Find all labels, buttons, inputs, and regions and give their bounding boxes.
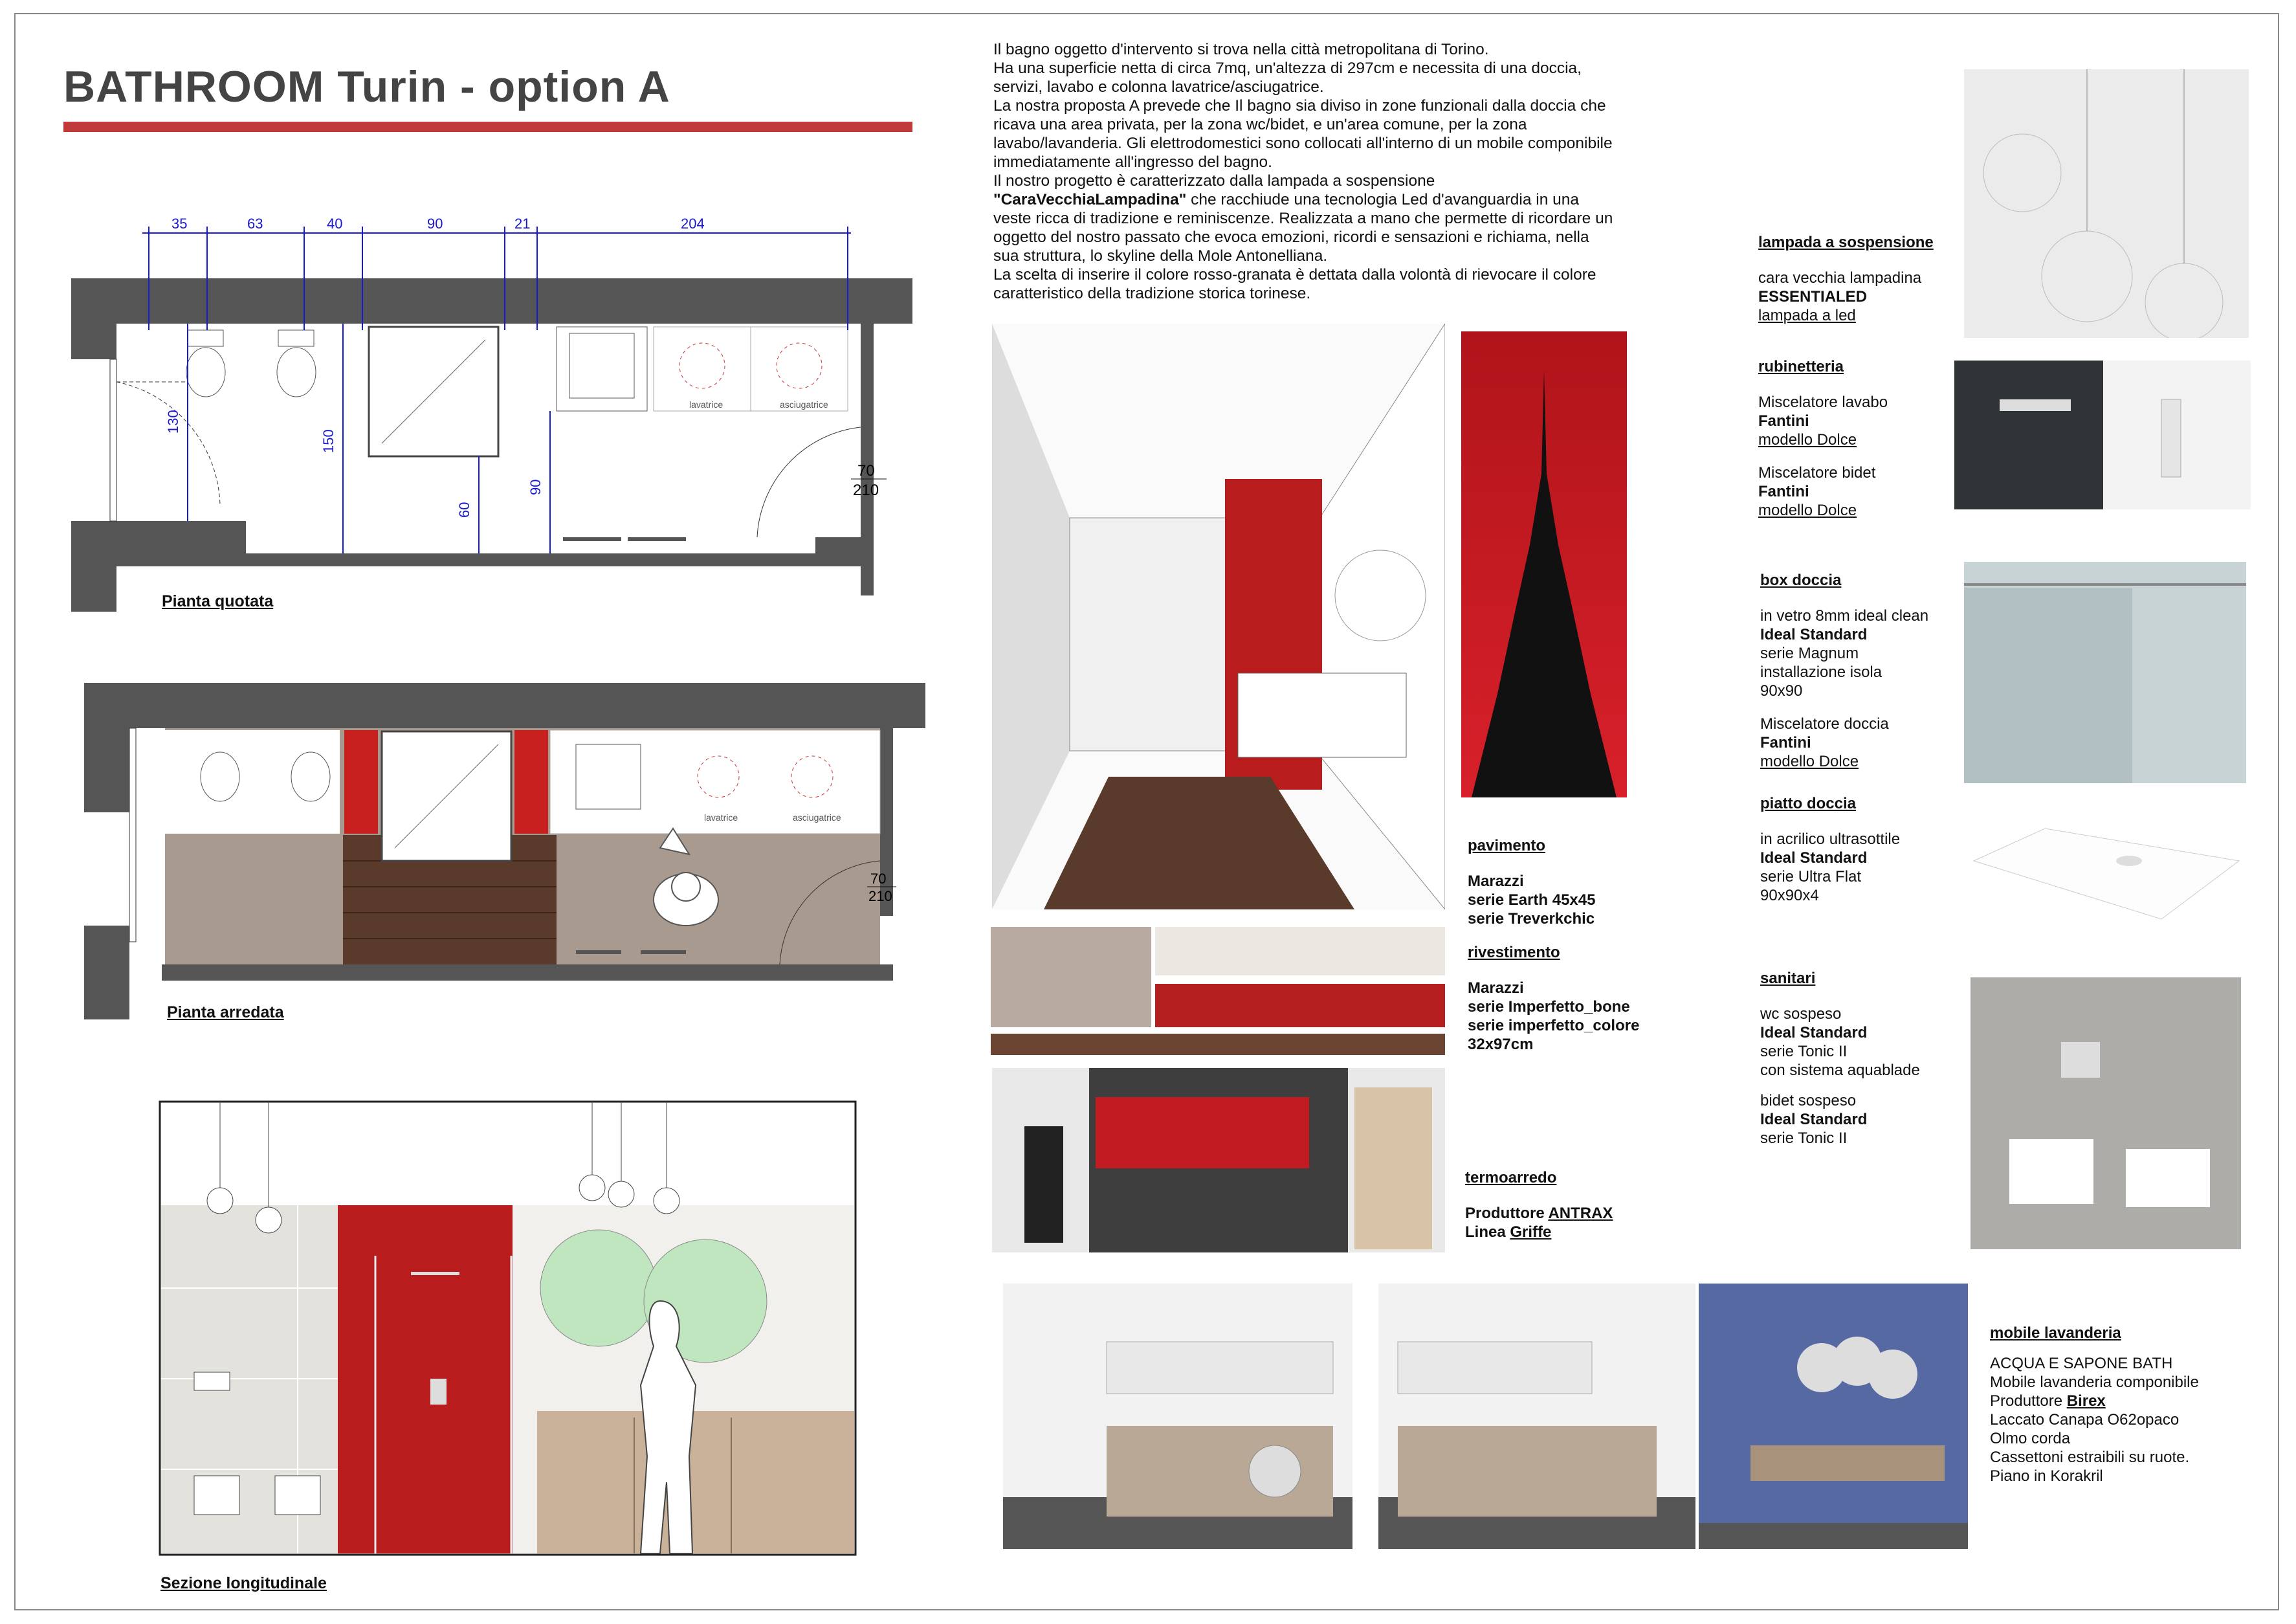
- manufacturer-link: ANTRAX: [1548, 1205, 1613, 1222]
- spec-line: wc sospeso: [1760, 1005, 1842, 1023]
- window: [129, 728, 136, 942]
- spec-line: serie imperfetto_colore: [1468, 1017, 1640, 1034]
- dim-150: 150: [320, 429, 337, 453]
- dim-60: 60: [456, 502, 472, 518]
- spec-line: [1990, 1392, 2199, 1410]
- dim-130: 130: [165, 410, 181, 434]
- spec-line: Fantini: [1758, 483, 1809, 500]
- wc: [194, 1476, 239, 1515]
- spec-line: Fantini: [1760, 734, 1811, 751]
- spec-line: Ideal Standard: [1760, 626, 1868, 643]
- spec-line: serie Ultra Flat: [1760, 868, 1862, 885]
- wc-tank: [188, 330, 223, 346]
- spec-laundry: [1990, 1324, 2199, 1485]
- dimensioned-plan: [58, 214, 932, 615]
- spec-line: Marazzi: [1468, 979, 1524, 997]
- floor-grille: [628, 537, 686, 541]
- interior-render: [992, 324, 1445, 909]
- spec-line: Ideal Standard: [1760, 1111, 1868, 1128]
- wall-left-lower: [71, 521, 116, 612]
- laundry-photo-2: [1378, 1284, 1695, 1549]
- shower-mixer: [430, 1379, 447, 1405]
- page-title: BATHROOM Turin - option A: [63, 62, 670, 111]
- spec-line: serie Magnum: [1760, 645, 1859, 662]
- wall-left-upper: [84, 683, 129, 812]
- intro-line: veste ricca di tradizione e reminiscenze. Realizzata a mano che permette di ricordare un: [993, 210, 1613, 227]
- dim-90-vertical: 90: [527, 479, 544, 495]
- shower-head: [411, 1272, 459, 1275]
- spec-line: Mobile lavanderia componibile: [1990, 1374, 2199, 1391]
- spec-line: in acrilico ultrasottile: [1760, 830, 1901, 848]
- spec-line: 90x90: [1760, 682, 1803, 700]
- swatch-earth: [991, 927, 1151, 1027]
- laundry-photo-1: [1003, 1284, 1352, 1549]
- wc-bowl: [186, 348, 225, 397]
- dim-40: 40: [327, 216, 343, 232]
- dim-35: 35: [171, 216, 188, 232]
- window-arc: [116, 382, 220, 505]
- sink: [576, 744, 641, 809]
- spec-shower-box: [1760, 571, 1928, 771]
- dim-90: 90: [427, 216, 443, 232]
- spec-label: Linea: [1465, 1223, 1510, 1241]
- dim-21: 21: [514, 216, 531, 232]
- door-swing: [757, 427, 861, 537]
- window: [110, 359, 116, 521]
- sanitary-photo: [1970, 977, 2241, 1249]
- spec-heading: rivestimento: [1468, 944, 1560, 961]
- intro-line: Il nostro progetto è caratterizzato dalla lampada a sospensione: [993, 172, 1435, 190]
- lamp-name: "CaraVecchiaLampadina": [993, 191, 1187, 208]
- spec-line: [1465, 1223, 1613, 1241]
- spec-line: ESSENTIALED: [1758, 288, 1868, 306]
- spec-line: Miscelatore doccia: [1760, 715, 1889, 733]
- plan1-caption: Pianta quotata: [162, 592, 274, 610]
- spec-line: ACQUA E SAPONE BATH: [1990, 1355, 2173, 1372]
- spec-line: installazione isola: [1760, 663, 1882, 681]
- bidet-back: [278, 330, 314, 346]
- spec-lamp: [1758, 233, 1934, 325]
- intro-line: [993, 190, 1647, 209]
- bidet: [275, 1476, 320, 1515]
- spec-heading: lampada a sospensione: [1758, 234, 1934, 251]
- door-width: 70: [857, 462, 875, 480]
- spec-line: Miscelatore bidet: [1758, 464, 1876, 482]
- intro-line: La nostra proposta A prevede che Il bagno sia diviso in zone funzionali dalla doccia che: [993, 97, 1606, 115]
- wall-bottom: [162, 964, 893, 981]
- spec-label: Produttore: [1465, 1205, 1549, 1222]
- spec-line: serie Imperfetto_bone: [1468, 998, 1630, 1016]
- manufacturer-link: Birex: [2066, 1392, 2106, 1410]
- door-height: 210: [853, 482, 879, 499]
- laundry-cabinet: [537, 1411, 854, 1553]
- intro-line: servizi, lavabo e colonna lavatrice/asciugatrice.: [993, 78, 1324, 96]
- dim-204: 204: [681, 216, 705, 232]
- laundry-photo-3: [1699, 1284, 1968, 1549]
- spec-line: lampada a led: [1758, 307, 1856, 324]
- intro-line: immediatamente all'ingresso del bagno.: [993, 153, 1272, 171]
- radiator-photo: [992, 1068, 1445, 1252]
- taps-photo: [1954, 361, 2251, 509]
- spec-line: modello Dolce: [1758, 502, 1857, 519]
- spec-heading: mobile lavanderia: [1990, 1324, 2121, 1342]
- intro-line-cont: che racchiude una tecnologia Led d'avanguardia in una: [1186, 191, 1580, 208]
- intro-line: lavabo/lavanderia. Gli elettrodomestici sono collocati all'interno di un mobile componibile: [993, 135, 1613, 152]
- spec-sanitary: [1760, 969, 1920, 1148]
- spec-line: serie Tonic II: [1760, 1043, 1848, 1060]
- washer-label: lavatrice: [689, 399, 723, 410]
- spec-line: modello Dolce: [1760, 753, 1859, 770]
- spec-line: Marazzi: [1468, 873, 1524, 890]
- spec-line: Laccato Canapa O62opaco: [1990, 1411, 2180, 1429]
- spec-taps: [1758, 357, 1888, 520]
- floor-grille: [641, 950, 686, 954]
- spec-line: Ideal Standard: [1760, 849, 1868, 867]
- spec-line: cara vecchia lampadina: [1758, 269, 1922, 287]
- spec-line: Miscelatore lavabo: [1758, 394, 1888, 411]
- spec-line: modello Dolce: [1758, 431, 1857, 449]
- spec-floor: [1468, 836, 1595, 928]
- spec-line: 32x97cm: [1468, 1036, 1534, 1053]
- flush-plate: [194, 1372, 230, 1390]
- spec-line: Fantini: [1758, 412, 1809, 430]
- bidet-bowl: [291, 752, 330, 801]
- intro-line: Il bagno oggetto d'intervento si trova nella città metropolitana di Torino.: [993, 41, 1489, 58]
- line-link: Griffe: [1510, 1223, 1552, 1241]
- shower-box-photo: [1964, 562, 2246, 783]
- mirror-left: [540, 1230, 657, 1346]
- wall-right: [861, 324, 874, 544]
- bidet-bowl: [277, 348, 316, 397]
- plan2-caption: Pianta arredata: [167, 1003, 284, 1021]
- intro-text: [993, 40, 1647, 303]
- spec-heading: rubinetteria: [1758, 358, 1844, 375]
- dryer: [751, 327, 848, 411]
- longitudinal-section: [97, 1094, 887, 1560]
- spec-line: serie Treverkchic: [1468, 910, 1595, 928]
- swatch-wood: [991, 1034, 1445, 1055]
- intro-line: ricava una area privata, per la zona wc/bidet, e un'area comune, per la zona: [993, 116, 1527, 133]
- spec-line: bidet sospeso: [1760, 1092, 1857, 1109]
- spec-line: Cassettoni estraibili su ruote.: [1990, 1449, 2190, 1466]
- dim-63: 63: [247, 216, 263, 232]
- dryer-label: asciugatrice: [780, 399, 828, 410]
- spec-heading: piatto doccia: [1760, 795, 1857, 812]
- washer-label: lavatrice: [704, 812, 738, 823]
- wall-left-lower: [84, 926, 129, 1019]
- floor-grille: [576, 950, 621, 954]
- floor-grille: [563, 537, 621, 541]
- shower-tray-photo: [1967, 822, 2246, 929]
- door-width: 70: [870, 871, 887, 887]
- spec-heading: box doccia: [1760, 572, 1842, 589]
- washer: [654, 327, 751, 411]
- intro-line: oggetto del nostro passato che evoca emozioni, ricordi e sensazioni e richiama, nella: [993, 228, 1589, 246]
- sink: [569, 333, 634, 398]
- section-caption: Sezione longitudinale: [160, 1574, 327, 1592]
- spec-line: serie Earth 45x45: [1468, 891, 1596, 909]
- spec-line: [1465, 1204, 1613, 1223]
- intro-line: caratteristico della tradizione storica torinese.: [993, 285, 1311, 302]
- wall-left-upper: [71, 278, 116, 359]
- spec-cladding: [1468, 943, 1639, 1054]
- spec-line: in vetro 8mm ideal clean: [1760, 607, 1929, 625]
- wall-top: [84, 683, 925, 728]
- dryer-label: asciugatrice: [793, 812, 841, 823]
- spec-line: Ideal Standard: [1760, 1024, 1868, 1041]
- wall-bottom: [116, 521, 874, 595]
- door-height: 210: [868, 888, 892, 904]
- spec-line: serie Tonic II: [1760, 1129, 1848, 1147]
- intro-line: sua struttura, lo skyline della Mole Antonelliana.: [993, 247, 1328, 265]
- intro-line: La scelta di inserire il colore rosso-granata è dettata dalla volontà di rievocare il colore: [993, 266, 1596, 284]
- spec-line: Olmo corda: [1990, 1430, 2071, 1447]
- spec-label: Produttore: [1990, 1392, 2067, 1410]
- spec-line: 90x90x4: [1760, 887, 1819, 904]
- red-panel-left: [344, 730, 378, 834]
- spec-radiator: [1465, 1168, 1613, 1241]
- intro-line: Ha una superficie netta di circa 7mq, un'altezza di 297cm e necessita di una doccia,: [993, 60, 1582, 77]
- spec-heading: pavimento: [1468, 837, 1546, 854]
- wall-top: [71, 278, 912, 324]
- swatch-bone: [1155, 927, 1445, 975]
- mole-antonelliana-image: [1461, 331, 1627, 797]
- furnished-plan: [78, 680, 938, 1023]
- red-shower-wall: [338, 1205, 513, 1553]
- title-underline: [63, 122, 912, 132]
- spec-shower-tray: [1760, 794, 1900, 905]
- spec-heading: sanitari: [1760, 970, 1816, 987]
- red-panel-right: [514, 730, 548, 834]
- spec-line: Piano in Korakril: [1990, 1467, 2103, 1485]
- wc-bowl: [201, 752, 239, 801]
- spec-heading: termoarredo: [1465, 1169, 1557, 1186]
- pendant-lamp-photo: [1964, 69, 2249, 338]
- swatch-red: [1155, 984, 1445, 1027]
- spec-line: con sistema aquablade: [1760, 1062, 1920, 1079]
